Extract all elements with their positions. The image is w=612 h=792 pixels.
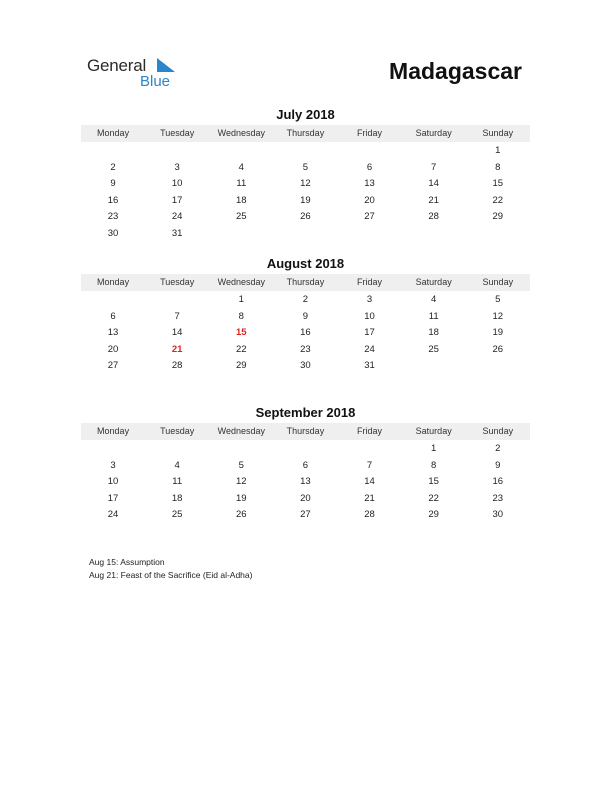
day-cell <box>402 143 466 160</box>
day-cell: 11 <box>172 476 183 488</box>
day-cell: 7 <box>366 459 373 471</box>
weekday-header: Wednesday <box>217 128 265 138</box>
day-cell: 29 <box>236 360 247 372</box>
weekday-header: Saturday <box>415 128 452 138</box>
day-cell: 11 <box>236 178 247 190</box>
day-cell: 8 <box>238 310 244 322</box>
day-cell: 1 <box>495 145 501 156</box>
day-cell: 23 <box>300 343 311 355</box>
day-cell: 19 <box>492 327 504 339</box>
weekday-header-row <box>81 125 530 142</box>
weekday-header: Monday <box>97 426 130 436</box>
day-cell: 29 <box>428 509 439 521</box>
week-row <box>81 458 530 475</box>
day-cell: 26 <box>300 211 311 223</box>
weekday-header: Wednesday <box>217 277 265 287</box>
day-cell: 5 <box>495 294 501 305</box>
month-title: August 2018 <box>266 256 345 271</box>
day-cell: 1 <box>431 443 437 454</box>
day-cell: 12 <box>300 178 311 190</box>
day-cell: 12 <box>236 476 247 488</box>
week-row <box>81 358 530 375</box>
week-row <box>81 342 530 359</box>
day-cell: 19 <box>300 194 311 206</box>
day-cell: 17 <box>171 194 183 206</box>
day-cell: 20 <box>364 194 375 206</box>
holiday-note: Aug 15: Assumption <box>89 557 165 567</box>
weekday-header: Friday <box>357 277 383 287</box>
day-cell: 14 <box>364 476 375 488</box>
day-cell <box>209 441 273 458</box>
week-row <box>81 491 530 508</box>
holiday-note: Aug 21: Feast of the Sacrifice (Eid al-Adha) <box>89 569 253 580</box>
day-cell: 2 <box>495 443 501 454</box>
day-cell: 10 <box>364 310 375 322</box>
day-cell <box>81 143 145 160</box>
holiday-notes <box>89 556 252 581</box>
weekday-header: Thursday <box>286 128 325 138</box>
weekday-header: Saturday <box>415 426 452 436</box>
weekday-header: Thursday <box>286 277 325 287</box>
month-july <box>81 106 530 243</box>
day-cell: 30 <box>492 509 504 521</box>
day-cell <box>273 441 337 458</box>
day-cell: 3 <box>174 161 180 173</box>
day-cell: 22 <box>428 492 439 504</box>
day-cell: 22 <box>492 194 504 206</box>
day-cell: 3 <box>366 294 373 305</box>
weekday-header: Saturday <box>415 277 452 287</box>
day-cell: 6 <box>366 161 373 173</box>
week-row <box>81 507 530 524</box>
day-cell: 4 <box>174 459 180 471</box>
week-row <box>81 160 530 177</box>
weekday-header-row <box>81 423 530 440</box>
day-cell: 10 <box>107 476 119 488</box>
week-row <box>81 143 530 160</box>
day-cell: 27 <box>364 211 375 223</box>
week-row <box>81 209 530 226</box>
day-cell: 28 <box>171 360 183 372</box>
day-cell: 31 <box>171 227 183 239</box>
day-cell: 24 <box>364 343 375 355</box>
day-cell: 17 <box>107 492 119 504</box>
weekday-header: Friday <box>357 128 383 138</box>
day-cell <box>145 292 209 309</box>
day-cell <box>145 143 209 160</box>
day-cell <box>338 226 402 243</box>
day-cell: 2 <box>302 294 309 305</box>
month-title: September 2018 <box>255 405 356 420</box>
week-row <box>81 193 530 210</box>
day-cell: 9 <box>302 310 309 322</box>
day-cell <box>209 143 273 160</box>
day-cell: 21 <box>364 492 375 504</box>
day-cell: 25 <box>236 211 247 223</box>
logo-flag-icon <box>157 58 175 72</box>
day-cell: 16 <box>107 194 119 206</box>
day-cell: 18 <box>236 194 247 206</box>
day-cell: 14 <box>171 327 183 339</box>
week-row <box>81 292 530 309</box>
weekday-header: Sunday <box>482 426 514 436</box>
day-cell <box>145 441 209 458</box>
day-cell: 31 <box>364 360 375 372</box>
day-cell: 29 <box>492 211 504 223</box>
day-cell: 8 <box>431 459 437 471</box>
day-cell: 12 <box>492 310 504 322</box>
week-row <box>81 176 530 193</box>
day-cell <box>81 441 145 458</box>
week-row <box>81 325 530 342</box>
day-cell <box>81 292 145 309</box>
day-cell: 25 <box>171 509 183 521</box>
weekday-header: Monday <box>97 128 130 138</box>
day-cell: 23 <box>492 492 504 504</box>
day-cell: 25 <box>428 343 439 355</box>
day-cell: 9 <box>110 178 116 190</box>
day-cell: 13 <box>300 476 311 488</box>
holiday-day-cell: 21 <box>171 343 183 355</box>
day-cell: 10 <box>171 178 183 190</box>
day-cell: 1 <box>238 294 244 305</box>
week-row <box>81 441 530 458</box>
holiday-day-cell: 15 <box>236 327 247 339</box>
day-cell: 8 <box>495 161 501 173</box>
day-cell <box>466 358 530 375</box>
logo-text-general: General <box>87 56 147 75</box>
weekday-header: Tuesday <box>160 426 195 436</box>
day-cell: 24 <box>171 211 183 223</box>
day-cell: 16 <box>492 476 504 488</box>
day-cell: 6 <box>302 459 309 471</box>
day-cell: 13 <box>107 327 119 339</box>
day-cell: 4 <box>238 161 244 173</box>
day-cell: 18 <box>171 492 183 504</box>
weekday-header: Tuesday <box>160 277 195 287</box>
weekday-header: Tuesday <box>160 128 195 138</box>
day-cell: 2 <box>110 161 116 173</box>
month-september <box>81 404 530 524</box>
day-cell: 6 <box>110 310 116 322</box>
day-cell <box>466 226 530 243</box>
day-cell: 27 <box>107 360 119 372</box>
day-cell: 20 <box>107 343 119 355</box>
day-cell <box>402 226 466 243</box>
day-cell: 11 <box>428 310 439 322</box>
day-cell: 13 <box>364 178 375 190</box>
weekday-header: Thursday <box>286 426 325 436</box>
day-cell: 4 <box>431 294 437 305</box>
country-title: Madagascar <box>389 58 522 84</box>
day-cell: 15 <box>492 178 504 190</box>
week-row <box>81 226 530 243</box>
day-cell: 5 <box>302 161 309 173</box>
day-cell <box>402 358 466 375</box>
weekday-header: Monday <box>97 277 130 287</box>
day-cell: 30 <box>300 360 311 372</box>
week-row <box>81 309 530 326</box>
month-august <box>81 255 530 375</box>
day-cell: 18 <box>428 327 439 339</box>
day-cell: 16 <box>300 327 311 339</box>
day-cell: 23 <box>107 211 119 223</box>
day-cell: 5 <box>238 459 244 471</box>
day-cell: 17 <box>364 327 375 339</box>
logo-text-blue: Blue <box>140 73 171 90</box>
day-cell: 22 <box>236 343 247 355</box>
weekday-header: Friday <box>357 426 383 436</box>
day-cell: 20 <box>300 492 311 504</box>
day-cell: 3 <box>110 459 116 471</box>
day-cell <box>338 441 402 458</box>
day-cell: 9 <box>495 459 501 471</box>
day-cell: 30 <box>107 227 119 239</box>
day-cell: 28 <box>364 509 375 521</box>
day-cell <box>273 226 337 243</box>
day-cell: 26 <box>492 343 504 355</box>
day-cell <box>209 226 273 243</box>
day-cell: 27 <box>300 509 311 521</box>
day-cell: 7 <box>431 161 437 173</box>
week-row <box>81 474 530 491</box>
day-cell: 19 <box>236 492 247 504</box>
day-cell: 24 <box>107 509 119 521</box>
weekday-header: Sunday <box>482 128 514 138</box>
weekday-header: Sunday <box>482 277 514 287</box>
day-cell: 21 <box>428 194 439 206</box>
generalblue-logo <box>87 56 187 92</box>
day-cell: 14 <box>428 178 439 190</box>
day-cell <box>338 143 402 160</box>
day-cell: 15 <box>428 476 439 488</box>
weekday-header: Wednesday <box>217 426 265 436</box>
day-cell <box>273 143 337 160</box>
day-cell: 28 <box>428 211 439 223</box>
month-title: July 2018 <box>276 107 335 122</box>
day-cell: 7 <box>174 310 180 322</box>
day-cell: 26 <box>236 509 247 521</box>
weekday-header-row <box>81 274 530 291</box>
